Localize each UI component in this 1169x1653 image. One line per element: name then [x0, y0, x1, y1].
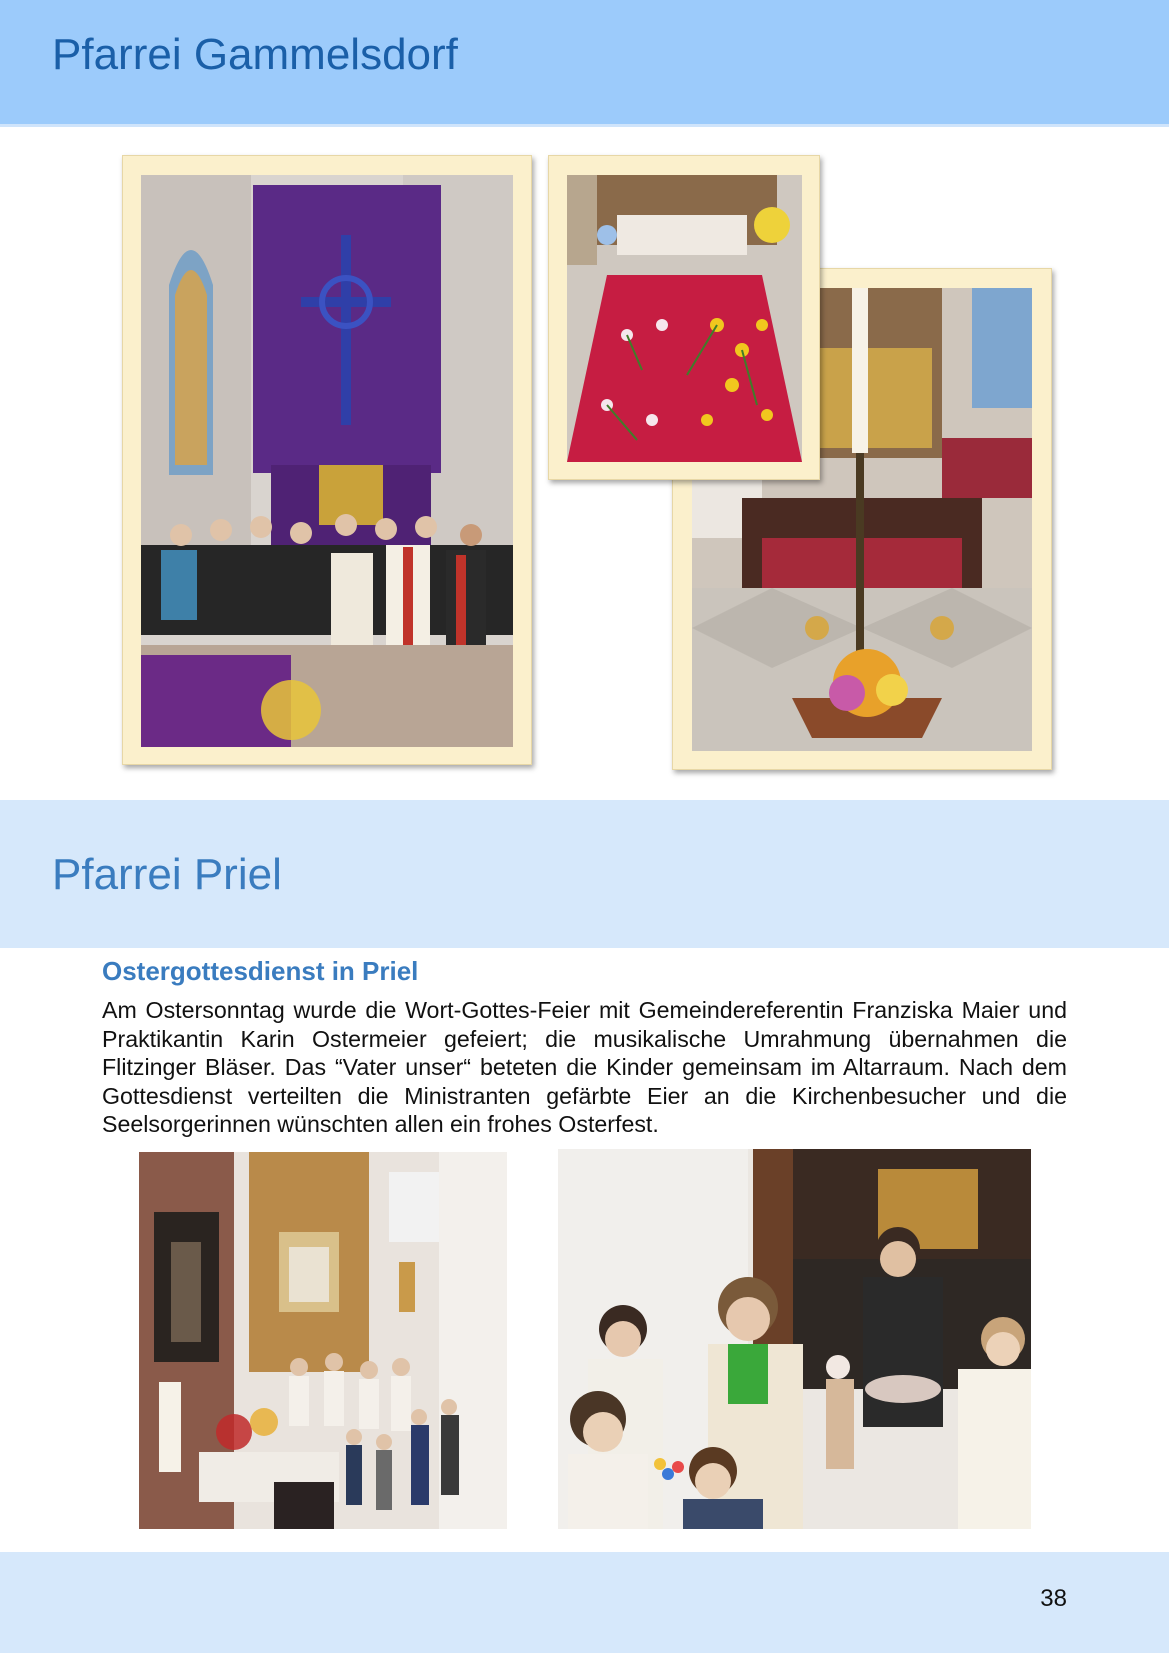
photo-priel-egg-distribution — [558, 1149, 1031, 1529]
photo-priel-altar-children — [139, 1152, 507, 1529]
section-title-priel: Pfarrei Priel — [52, 850, 282, 899]
section-title-gammelsdorf: Pfarrei Gammelsdorf — [52, 30, 458, 79]
photo-easter-grave-flowers — [567, 175, 802, 462]
footer-band — [0, 1552, 1169, 1653]
page-number: 38 — [1040, 1585, 1067, 1612]
article-body: Am Ostersonntag wurde die Wort-Gottes-Feier mit Gemeindereferentin Franziska Maier und Praktikantin Karin Ostermeier gefeiert; die musikalische Umrahmung übernahmen die Flitzinger Bläser. Das “Vater unser“ beteten die Kinder gemeinsam im Altarraum. Nach dem Gottesdienst verteilten die Ministranten gefärbte Eier an die Kirchenbesucher und die Seelsorgerinnen wünschten allen ein frohes Osterfest. — [102, 997, 1067, 1138]
article-heading: Ostergottesdienst in Priel — [102, 956, 419, 986]
photo-choir-purple-drape — [141, 175, 513, 747]
